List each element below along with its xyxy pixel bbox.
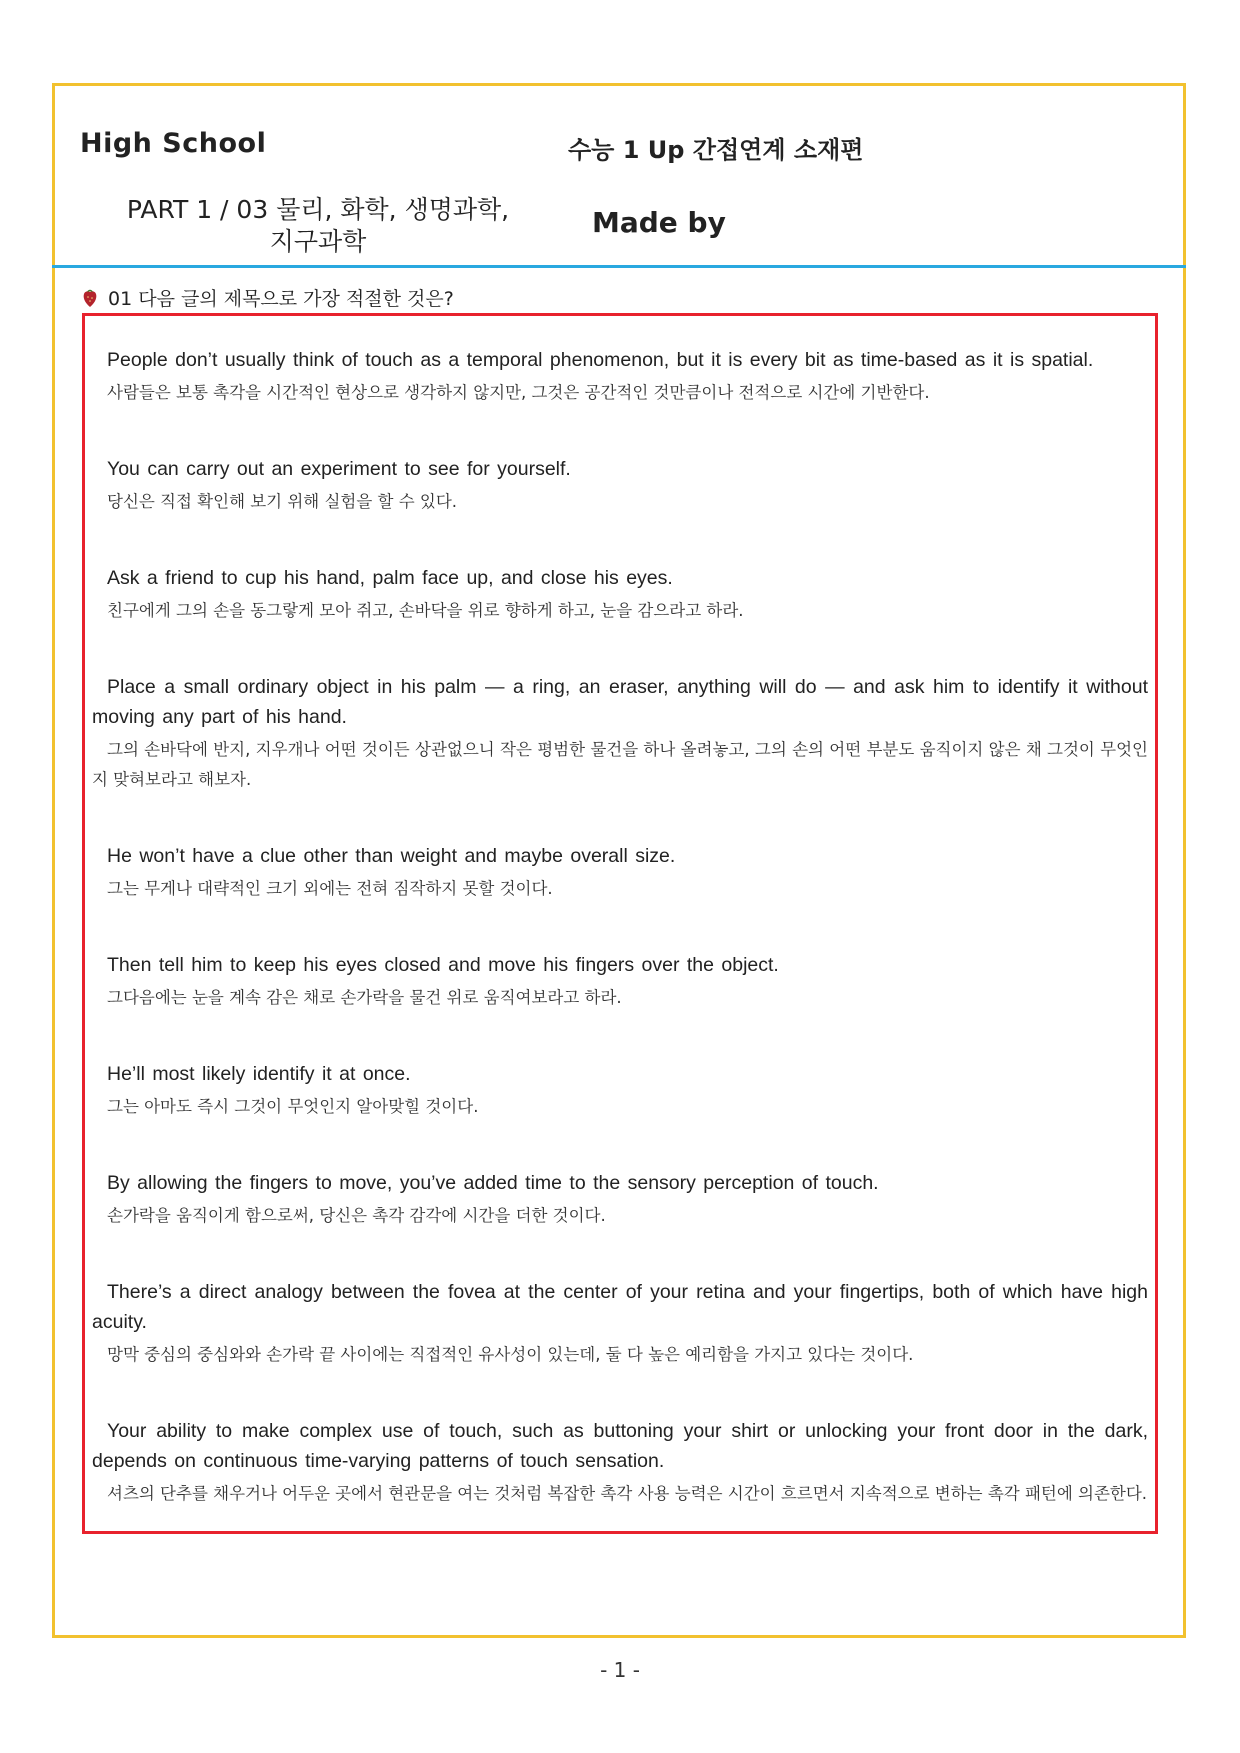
korean-translation: 그다음에는 눈을 계속 감은 채로 손가락을 물건 위로 움직여보라고 하라. xyxy=(107,988,622,1007)
english-sentence: By allowing the fingers to move, you’ve added time to the sensory perception of touch. xyxy=(107,1172,879,1194)
english-sentence: Your ability to make complex use of touch, such as buttoning your shirt or unlocking your front door in the dark, depends on continuous time-varying patterns of touch sensation. xyxy=(92,1420,1148,1472)
strawberry-bullet-icon xyxy=(82,288,98,308)
english-sentence: You can carry out an experiment to see for yourself. xyxy=(107,458,571,480)
english-sentence: Place a small ordinary object in his palm — a ring, an eraser, anything will do — and ask him to identify it without moving any part of his hand. xyxy=(92,676,1148,728)
korean-translation: 당신은 직접 확인해 보기 위해 실험을 할 수 있다. xyxy=(107,492,458,511)
korean-translation: 그는 무게나 대략적인 크기 외에는 전혀 짐작하지 못할 것이다. xyxy=(107,879,553,898)
paragraph xyxy=(92,454,1148,517)
paragraph xyxy=(92,1168,1148,1231)
english-sentence: He’ll most likely identify it at once. xyxy=(107,1063,411,1085)
page-number: - 1 - xyxy=(600,1658,640,1682)
english-sentence: People don’t usually think of touch as a temporal phenomenon, but it is every bit as time-based as it is spatial. xyxy=(107,349,1094,371)
header-book-title: 수능 1 Up 간접연계 소재편 xyxy=(568,136,864,164)
paragraph xyxy=(92,345,1148,408)
english-sentence: Ask a friend to cup his hand, palm face up, and close his eyes. xyxy=(107,567,673,589)
header-made-by: Made by xyxy=(592,206,726,239)
question-text: 01 다음 글의 제목으로 가장 적절한 것은? xyxy=(108,288,454,310)
question-heading xyxy=(82,284,454,311)
english-sentence: Then tell him to keep his eyes closed and move his fingers over the object. xyxy=(107,954,779,976)
paragraph xyxy=(92,1416,1148,1509)
paragraph xyxy=(92,672,1148,795)
paragraph xyxy=(92,950,1148,1013)
korean-translation: 셔츠의 단추를 채우거나 어두운 곳에서 현관문을 여는 것처럼 복잡한 촉각 사용 능력은 시간이 흐르면서 지속적으로 변하는 촉각 패턴에 의존한다. xyxy=(107,1484,1148,1503)
paragraph xyxy=(92,841,1148,904)
english-sentence: He won’t have a clue other than weight and maybe overall size. xyxy=(107,845,676,867)
paragraph xyxy=(92,563,1148,626)
header-divider xyxy=(52,265,1186,268)
english-sentence: There’s a direct analogy between the fovea at the center of your retina and your fingertips, both of which have high acuity. xyxy=(92,1281,1148,1333)
korean-translation: 그는 아마도 즉시 그것이 무엇인지 알아맞힐 것이다. xyxy=(107,1097,479,1116)
korean-translation: 그의 손바닥에 반지, 지우개나 어떤 것이든 상관없으니 작은 평범한 물건을 하나 올려놓고, 그의 손의 어떤 부분도 움직이지 않은 채 그것이 무엇인지 맞혀보라고 해보자. xyxy=(92,740,1148,789)
korean-translation: 사람들은 보통 촉각을 시간적인 현상으로 생각하지 않지만, 그것은 공간적인 것만큼이나 전적으로 시간에 기반한다. xyxy=(107,383,930,402)
passage-content xyxy=(92,345,1148,1555)
paragraph xyxy=(92,1059,1148,1122)
header-school-title: High School xyxy=(80,128,267,159)
header-part-line-1: PART 1 / 03 물리, 화학, 생명과학, xyxy=(126,195,510,224)
paragraph xyxy=(92,1277,1148,1370)
header-part-title xyxy=(98,194,538,258)
korean-translation: 망막 중심의 중심와와 손가락 끝 사이에는 직접적인 유사성이 있는데, 둘 다 높은 예리함을 가지고 있다는 것이다. xyxy=(107,1345,914,1364)
korean-translation: 친구에게 그의 손을 동그랗게 모아 쥐고, 손바닥을 위로 향하게 하고, 눈을 감으라고 하라. xyxy=(107,601,744,620)
korean-translation: 손가락을 움직이게 함으로써, 당신은 촉각 감각에 시간을 더한 것이다. xyxy=(107,1206,606,1225)
header-part-line-2: 지구과학 xyxy=(269,227,367,256)
